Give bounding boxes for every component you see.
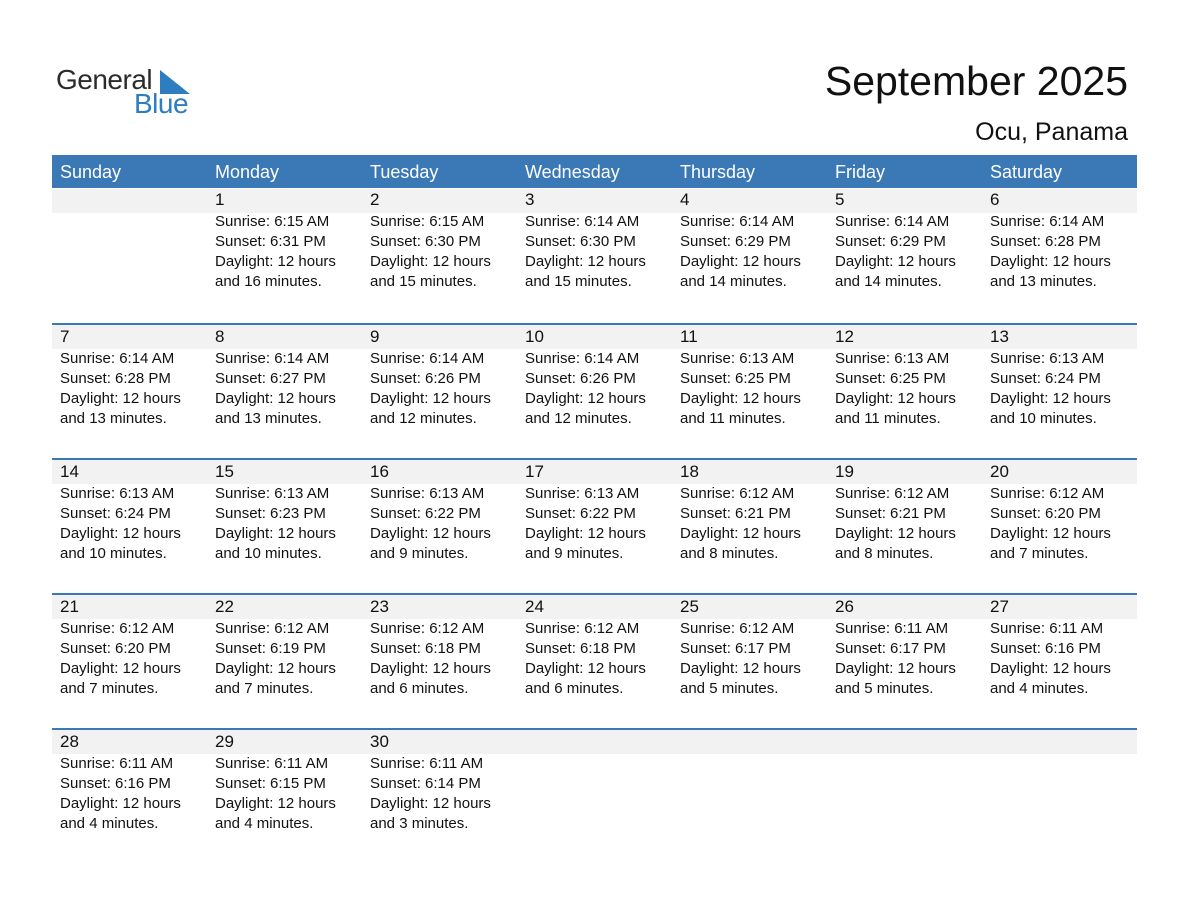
daylight-text: Daylight: 12 hours xyxy=(215,253,336,270)
day-cell xyxy=(827,595,982,728)
sunrise-text: Sunrise: 6:13 AM xyxy=(680,350,795,367)
day-cell xyxy=(982,325,1137,458)
sunrise-text: Sunrise: 6:14 AM xyxy=(60,350,175,367)
daylight-text: Daylight: 12 hours xyxy=(525,390,646,407)
week-row xyxy=(52,188,1137,323)
day-cell xyxy=(52,730,207,863)
day-number: 15 xyxy=(215,462,234,481)
daylight-minutes-text: and 6 minutes. xyxy=(525,680,624,697)
day-cell xyxy=(207,325,362,458)
sunrise-text: Sunrise: 6:13 AM xyxy=(370,485,485,502)
daylight-minutes-text: and 6 minutes. xyxy=(370,680,469,697)
daylight-minutes-text: and 4 minutes. xyxy=(60,815,159,832)
day-cell xyxy=(982,595,1137,728)
sunrise-text: Sunrise: 6:11 AM xyxy=(370,755,484,772)
sunrise-text: Sunrise: 6:11 AM xyxy=(835,620,949,637)
day-cell xyxy=(362,730,517,863)
sunset-text: Sunset: 6:30 PM xyxy=(525,233,636,250)
week-cells xyxy=(52,325,1137,458)
sunset-text: Sunset: 6:27 PM xyxy=(215,370,326,387)
sunrise-text: Sunrise: 6:12 AM xyxy=(680,620,795,637)
daylight-text: Daylight: 12 hours xyxy=(990,660,1111,677)
weekday-header: Friday xyxy=(835,162,886,182)
location-subtitle: Ocu, Panama xyxy=(975,118,1128,146)
sunset-text: Sunset: 6:17 PM xyxy=(835,640,946,657)
sunrise-text: Sunrise: 6:15 AM xyxy=(215,213,330,230)
sunset-text: Sunset: 6:22 PM xyxy=(370,505,481,522)
daylight-text: Daylight: 12 hours xyxy=(680,390,801,407)
daylight-text: Daylight: 12 hours xyxy=(990,390,1111,407)
logo-word-blue: Blue xyxy=(134,88,189,119)
sunset-text: Sunset: 6:16 PM xyxy=(60,775,171,792)
day-cell xyxy=(362,188,517,323)
sunset-text: Sunset: 6:28 PM xyxy=(60,370,171,387)
daylight-minutes-text: and 9 minutes. xyxy=(370,545,469,562)
daylight-minutes-text: and 16 minutes. xyxy=(215,273,322,290)
day-cell xyxy=(517,188,672,323)
daylight-text: Daylight: 12 hours xyxy=(215,660,336,677)
day-cell xyxy=(827,325,982,458)
day-cell xyxy=(672,188,827,323)
sunset-text: Sunset: 6:28 PM xyxy=(990,233,1101,250)
week-cells xyxy=(52,730,1137,863)
day-number: 30 xyxy=(370,732,389,751)
week-cells xyxy=(52,460,1137,593)
empty-day-cell xyxy=(52,188,207,323)
sunset-text: Sunset: 6:29 PM xyxy=(835,233,946,250)
daylight-text: Daylight: 12 hours xyxy=(990,253,1111,270)
day-number: 28 xyxy=(60,732,79,751)
sunrise-text: Sunrise: 6:12 AM xyxy=(60,620,175,637)
day-number: 19 xyxy=(835,462,854,481)
day-number: 18 xyxy=(680,462,699,481)
daylight-minutes-text: and 12 minutes. xyxy=(370,410,477,427)
day-number: 21 xyxy=(60,597,79,616)
day-cell xyxy=(207,730,362,863)
weekday-header: Thursday xyxy=(680,162,756,182)
day-number: 24 xyxy=(525,597,544,616)
sunset-text: Sunset: 6:21 PM xyxy=(835,505,946,522)
day-number: 12 xyxy=(835,327,854,346)
sunrise-text: Sunrise: 6:14 AM xyxy=(990,213,1105,230)
day-number: 3 xyxy=(525,190,535,209)
sunset-text: Sunset: 6:19 PM xyxy=(215,640,326,657)
daylight-minutes-text: and 12 minutes. xyxy=(525,410,632,427)
day-cell xyxy=(672,595,827,728)
day-number: 13 xyxy=(990,327,1009,346)
day-number: 7 xyxy=(60,327,70,346)
week-cells xyxy=(52,595,1137,728)
sunrise-text: Sunrise: 6:11 AM xyxy=(215,755,329,772)
sunrise-text: Sunrise: 6:13 AM xyxy=(835,350,950,367)
logo xyxy=(56,64,196,120)
sunset-text: Sunset: 6:17 PM xyxy=(680,640,791,657)
sunrise-text: Sunrise: 6:14 AM xyxy=(680,213,795,230)
sunrise-text: Sunrise: 6:13 AM xyxy=(525,485,640,502)
day-number: 8 xyxy=(215,327,225,346)
sunset-text: Sunset: 6:18 PM xyxy=(370,640,481,657)
sunrise-text: Sunrise: 6:12 AM xyxy=(835,485,950,502)
sunset-text: Sunset: 6:31 PM xyxy=(215,233,326,250)
day-number: 10 xyxy=(525,327,544,346)
day-cell xyxy=(517,460,672,593)
sunrise-text: Sunrise: 6:12 AM xyxy=(990,485,1105,502)
weekday-header-row xyxy=(52,155,1137,188)
daylight-text: Daylight: 12 hours xyxy=(60,795,181,812)
daylight-minutes-text: and 15 minutes. xyxy=(525,273,632,290)
sunrise-text: Sunrise: 6:12 AM xyxy=(525,620,640,637)
calendar-grid xyxy=(52,155,1137,863)
day-number: 25 xyxy=(680,597,699,616)
sunrise-text: Sunrise: 6:14 AM xyxy=(525,213,640,230)
empty-day-cell xyxy=(827,730,982,863)
sunset-text: Sunset: 6:18 PM xyxy=(525,640,636,657)
daylight-minutes-text: and 5 minutes. xyxy=(680,680,779,697)
sunset-text: Sunset: 6:20 PM xyxy=(990,505,1101,522)
daylight-minutes-text: and 9 minutes. xyxy=(525,545,624,562)
day-number: 4 xyxy=(680,190,690,209)
daylight-minutes-text: and 8 minutes. xyxy=(835,545,934,562)
daylight-text: Daylight: 12 hours xyxy=(835,660,956,677)
sunset-text: Sunset: 6:25 PM xyxy=(680,370,791,387)
day-number: 26 xyxy=(835,597,854,616)
daylight-minutes-text: and 7 minutes. xyxy=(990,545,1089,562)
daylight-minutes-text: and 8 minutes. xyxy=(680,545,779,562)
sunset-text: Sunset: 6:26 PM xyxy=(370,370,481,387)
day-cell xyxy=(672,325,827,458)
daylight-text: Daylight: 12 hours xyxy=(525,525,646,542)
daylight-minutes-text: and 7 minutes. xyxy=(215,680,314,697)
daylight-text: Daylight: 12 hours xyxy=(525,253,646,270)
day-number: 20 xyxy=(990,462,1009,481)
daylight-text: Daylight: 12 hours xyxy=(215,390,336,407)
daylight-text: Daylight: 12 hours xyxy=(60,390,181,407)
day-number: 27 xyxy=(990,597,1009,616)
empty-day-cell xyxy=(517,730,672,863)
daylight-text: Daylight: 12 hours xyxy=(60,660,181,677)
day-number: 16 xyxy=(370,462,389,481)
day-number: 9 xyxy=(370,327,380,346)
daylight-minutes-text: and 14 minutes. xyxy=(835,273,942,290)
daylight-minutes-text: and 4 minutes. xyxy=(215,815,314,832)
daylight-text: Daylight: 12 hours xyxy=(215,525,336,542)
day-cell xyxy=(207,188,362,323)
daylight-text: Daylight: 12 hours xyxy=(680,525,801,542)
day-cell xyxy=(517,325,672,458)
day-cell xyxy=(827,188,982,323)
day-number: 6 xyxy=(990,190,1000,209)
sunset-text: Sunset: 6:29 PM xyxy=(680,233,791,250)
daylight-minutes-text: and 14 minutes. xyxy=(680,273,787,290)
sunrise-text: Sunrise: 6:13 AM xyxy=(60,485,175,502)
daylight-text: Daylight: 12 hours xyxy=(370,660,491,677)
daylight-text: Daylight: 12 hours xyxy=(370,253,491,270)
week-row xyxy=(52,728,1137,863)
daylight-minutes-text: and 10 minutes. xyxy=(60,545,167,562)
daylight-text: Daylight: 12 hours xyxy=(525,660,646,677)
page-title: September 2025 xyxy=(824,58,1128,104)
daylight-text: Daylight: 12 hours xyxy=(835,525,956,542)
day-cell xyxy=(982,460,1137,593)
day-cell xyxy=(362,460,517,593)
sunset-text: Sunset: 6:14 PM xyxy=(370,775,481,792)
day-cell xyxy=(52,460,207,593)
daylight-text: Daylight: 12 hours xyxy=(835,390,956,407)
daylight-text: Daylight: 12 hours xyxy=(680,253,801,270)
daylight-minutes-text: and 11 minutes. xyxy=(835,410,941,427)
sunrise-text: Sunrise: 6:14 AM xyxy=(215,350,330,367)
sunrise-text: Sunrise: 6:14 AM xyxy=(835,213,950,230)
day-cell xyxy=(672,460,827,593)
day-cell xyxy=(827,460,982,593)
daylight-text: Daylight: 12 hours xyxy=(370,795,491,812)
daylight-minutes-text: and 13 minutes. xyxy=(215,410,322,427)
day-cell xyxy=(207,460,362,593)
sunrise-text: Sunrise: 6:13 AM xyxy=(215,485,330,502)
day-cell xyxy=(52,325,207,458)
day-number: 22 xyxy=(215,597,234,616)
sunrise-text: Sunrise: 6:12 AM xyxy=(215,620,330,637)
week-row xyxy=(52,458,1137,593)
sunset-text: Sunset: 6:21 PM xyxy=(680,505,791,522)
empty-day-cell xyxy=(672,730,827,863)
daylight-minutes-text: and 3 minutes. xyxy=(370,815,469,832)
day-number: 1 xyxy=(215,190,225,209)
daylight-minutes-text: and 13 minutes. xyxy=(60,410,167,427)
day-cell xyxy=(982,188,1137,323)
weekday-header: Tuesday xyxy=(370,162,439,182)
sunset-text: Sunset: 6:20 PM xyxy=(60,640,171,657)
sunset-text: Sunset: 6:23 PM xyxy=(215,505,326,522)
week-row xyxy=(52,593,1137,728)
daylight-minutes-text: and 10 minutes. xyxy=(990,410,1097,427)
day-number: 2 xyxy=(370,190,380,209)
weekday-header: Monday xyxy=(215,162,280,182)
weekday-header: Sunday xyxy=(60,162,122,182)
weekday-header: Saturday xyxy=(990,162,1063,182)
daylight-text: Daylight: 12 hours xyxy=(60,525,181,542)
day-cell xyxy=(52,595,207,728)
sunset-text: Sunset: 6:24 PM xyxy=(990,370,1101,387)
day-number: 14 xyxy=(60,462,79,481)
empty-day-cell xyxy=(982,730,1137,863)
sunrise-text: Sunrise: 6:11 AM xyxy=(60,755,174,772)
daylight-minutes-text: and 11 minutes. xyxy=(680,410,786,427)
sunrise-text: Sunrise: 6:11 AM xyxy=(990,620,1104,637)
daylight-minutes-text: and 15 minutes. xyxy=(370,273,477,290)
week-row xyxy=(52,323,1137,458)
daylight-text: Daylight: 12 hours xyxy=(990,525,1111,542)
day-cell xyxy=(517,595,672,728)
daylight-minutes-text: and 4 minutes. xyxy=(990,680,1089,697)
sunrise-text: Sunrise: 6:15 AM xyxy=(370,213,485,230)
daylight-minutes-text: and 10 minutes. xyxy=(215,545,322,562)
weekday-header: Wednesday xyxy=(525,162,620,182)
daylight-minutes-text: and 7 minutes. xyxy=(60,680,159,697)
sunset-text: Sunset: 6:26 PM xyxy=(525,370,636,387)
day-cell xyxy=(362,325,517,458)
day-cell xyxy=(362,595,517,728)
week-cells xyxy=(52,188,1137,323)
daylight-text: Daylight: 12 hours xyxy=(835,253,956,270)
sunset-text: Sunset: 6:25 PM xyxy=(835,370,946,387)
daylight-minutes-text: and 5 minutes. xyxy=(835,680,934,697)
sunrise-text: Sunrise: 6:13 AM xyxy=(990,350,1105,367)
day-number: 29 xyxy=(215,732,234,751)
sunrise-text: Sunrise: 6:12 AM xyxy=(680,485,795,502)
sunset-text: Sunset: 6:30 PM xyxy=(370,233,481,250)
day-number: 17 xyxy=(525,462,544,481)
day-number: 11 xyxy=(680,327,698,346)
sunrise-text: Sunrise: 6:14 AM xyxy=(370,350,485,367)
sunset-text: Sunset: 6:15 PM xyxy=(215,775,326,792)
day-number: 5 xyxy=(835,190,845,209)
sunset-text: Sunset: 6:22 PM xyxy=(525,505,636,522)
daylight-text: Daylight: 12 hours xyxy=(680,660,801,677)
daylight-text: Daylight: 12 hours xyxy=(370,525,491,542)
daylight-minutes-text: and 13 minutes. xyxy=(990,273,1097,290)
day-cell xyxy=(207,595,362,728)
sunrise-text: Sunrise: 6:14 AM xyxy=(525,350,640,367)
sunrise-text: Sunrise: 6:12 AM xyxy=(370,620,485,637)
daylight-text: Daylight: 12 hours xyxy=(370,390,491,407)
day-number: 23 xyxy=(370,597,389,616)
weeks-container xyxy=(52,188,1137,863)
sunset-text: Sunset: 6:16 PM xyxy=(990,640,1101,657)
sunset-text: Sunset: 6:24 PM xyxy=(60,505,171,522)
logo-word-general: General xyxy=(56,64,153,95)
daylight-text: Daylight: 12 hours xyxy=(215,795,336,812)
